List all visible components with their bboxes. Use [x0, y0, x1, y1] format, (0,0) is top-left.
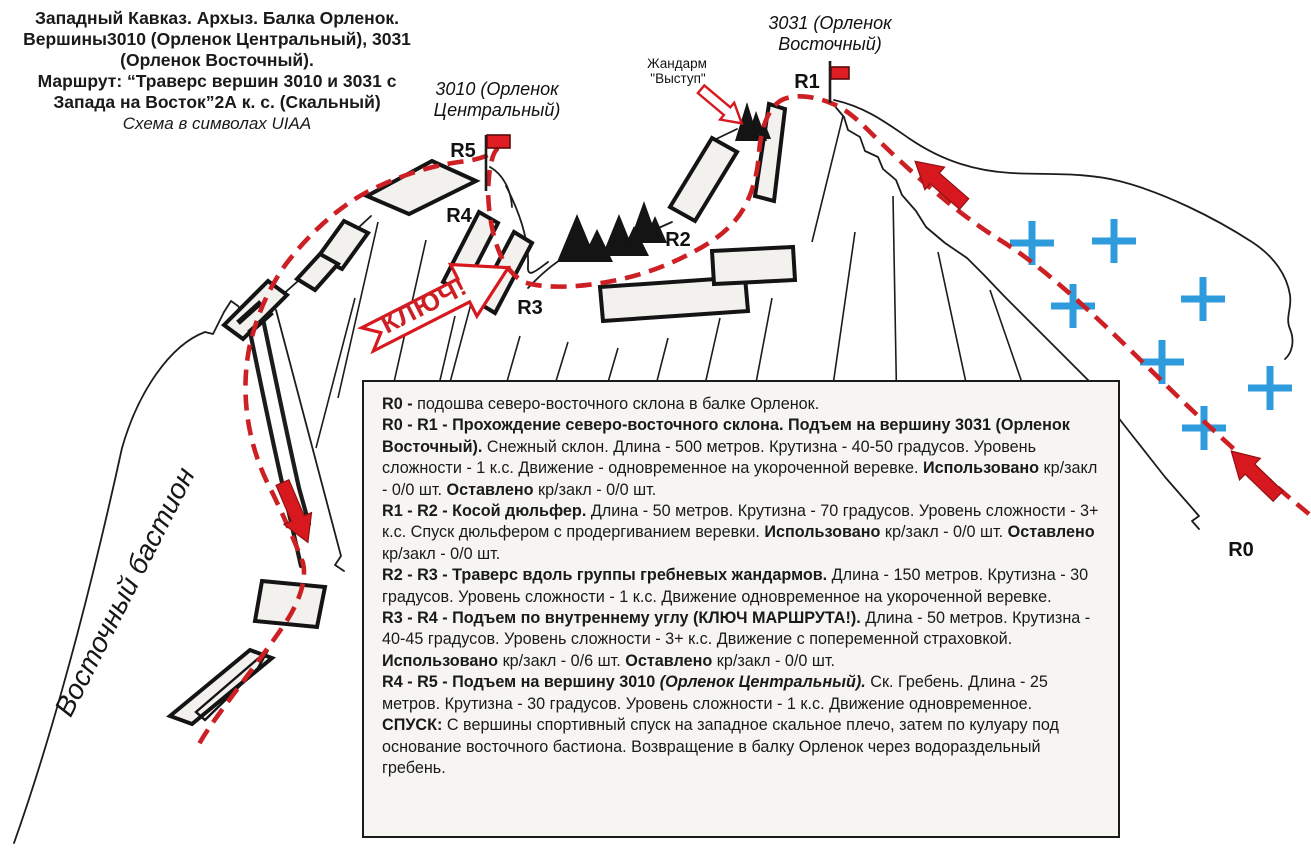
label-r0: R0	[1228, 539, 1254, 561]
gendarme-label-line1: Жандарм	[647, 56, 707, 71]
gendarme-pointer-arrow	[694, 81, 749, 132]
label-r2: R2	[665, 229, 691, 251]
gendarme-trees	[557, 102, 771, 262]
snow-cross	[1051, 284, 1095, 328]
snow-cross	[1182, 406, 1226, 450]
snow-cross	[1092, 219, 1136, 263]
gendarme-blade	[755, 104, 785, 201]
flag-r1	[830, 61, 849, 103]
rappel-slab	[670, 138, 737, 221]
descent-slab	[255, 581, 325, 627]
east-bastion-label: Восточный бастион	[48, 462, 201, 722]
snow-cross	[1248, 366, 1292, 410]
snow-cross	[1181, 277, 1225, 321]
flag	[487, 135, 510, 148]
flag	[831, 67, 849, 79]
west-ridge-slab-2	[297, 254, 338, 290]
label-r4: R4	[446, 205, 472, 227]
title-line: Вершины3010 (Орленок Центральный), 3031	[23, 29, 411, 49]
title-line: Маршрут: “Траверс вершин 3010 и 3031 с	[37, 71, 397, 91]
peak-label-3010-line2: Центральный)	[433, 100, 561, 120]
couloir-line-3	[276, 310, 344, 571]
traverse-rock-band-upper	[712, 247, 795, 284]
label-r1: R1	[794, 71, 820, 93]
label-r3: R3	[517, 297, 543, 319]
peak-label-3010-line1: 3010 (Орленок	[435, 79, 559, 99]
title-block	[4, 8, 430, 135]
title-line: Запада на Восток”2А к. с. (Скальный)	[53, 92, 381, 112]
route-description-paragraph: R4 - R5 - Подъем на вершину 3010 (Орленок Центральный). Ск. Гребень. Длина - 25 метров. Крутизна - 30 градусов. Уровень сложности - 1 к.с. Движение одновременное.	[382, 673, 1048, 713]
label-r5: R5	[450, 140, 476, 162]
snow-cross	[1010, 221, 1054, 265]
route-description-paragraph: R3 - R4 - Подъем по внутреннему углу (КЛЮЧ МАРШРУТА!). Длина - 50 метров. Крутизна - 40-45 градусов. Уровень сложности - 3+ к.с. Движение с попеременной страховкой. Использовано кр/закл - 0/6 шт. Оставлено кр/закл - 0/0 шт.	[382, 609, 1091, 670]
gendarme-label-line2: "Выступ"	[650, 71, 706, 86]
summit3010-east-line	[490, 167, 512, 207]
title-line: (Орленок Восточный).	[120, 50, 314, 70]
route-description-paragraph: R0 - подошва северо-восточного склона в балке Орленок.	[382, 395, 820, 413]
peak-label-3031-line2: Восточный)	[778, 34, 882, 54]
key-section-label: КЛЮЧ!	[375, 270, 472, 340]
snow-cross	[1140, 340, 1184, 384]
route-description-box	[362, 380, 1120, 838]
ascent-arrow-lower	[1221, 440, 1289, 507]
east-summit-upper-outline	[834, 100, 1292, 359]
title-line: Западный Кавказ. Архыз. Балка Орленок.	[34, 8, 400, 28]
peak-label-3031-line1: 3031 (Орленок	[768, 13, 892, 33]
route-description-paragraph: R2 - R3 - Траверс вдоль группы гребневых жандармов. Длина - 150 метров. Крутизна - 30 градусов. Уровень сложности - 1 к.с. Движение одновременное на укороченной веревке.	[382, 566, 1089, 606]
route-description-paragraph: СПУСК: С вершины спортивный спуск на западное скальное плечо, затем по кулуару под основание восточного бастиона. Возвращение в балку Орленок через водораздельный гребень.	[382, 716, 1060, 777]
title-subtitle: Схема в символах UIAA	[122, 114, 312, 133]
ascent-arrow-upper	[905, 150, 974, 215]
route-description-paragraph: R0 - R1 - Прохождение северо-восточного склона. Подъем на вершину 3031 (Орленок Восточный). Снежный склон. Длина - 500 метров. Крутизна - 40-50 градусов. Уровень сложности - 1 к.с. Движение - одновременное на укороченной веревке. Использовано кр/закл - 0/0 шт. Оставлено кр/закл - 0/0 шт.	[382, 416, 1098, 499]
route-description-paragraph: R1 - R2 - Косой дюльфер. Длина - 50 метров. Крутизна - 70 градусов. Уровень сложности - 3+ к.с. Спуск дюльфером с продергиванием веревки. Использовано кр/закл - 0/0 шт. Оставлено кр/закл - 0/0 шт.	[382, 502, 1099, 563]
